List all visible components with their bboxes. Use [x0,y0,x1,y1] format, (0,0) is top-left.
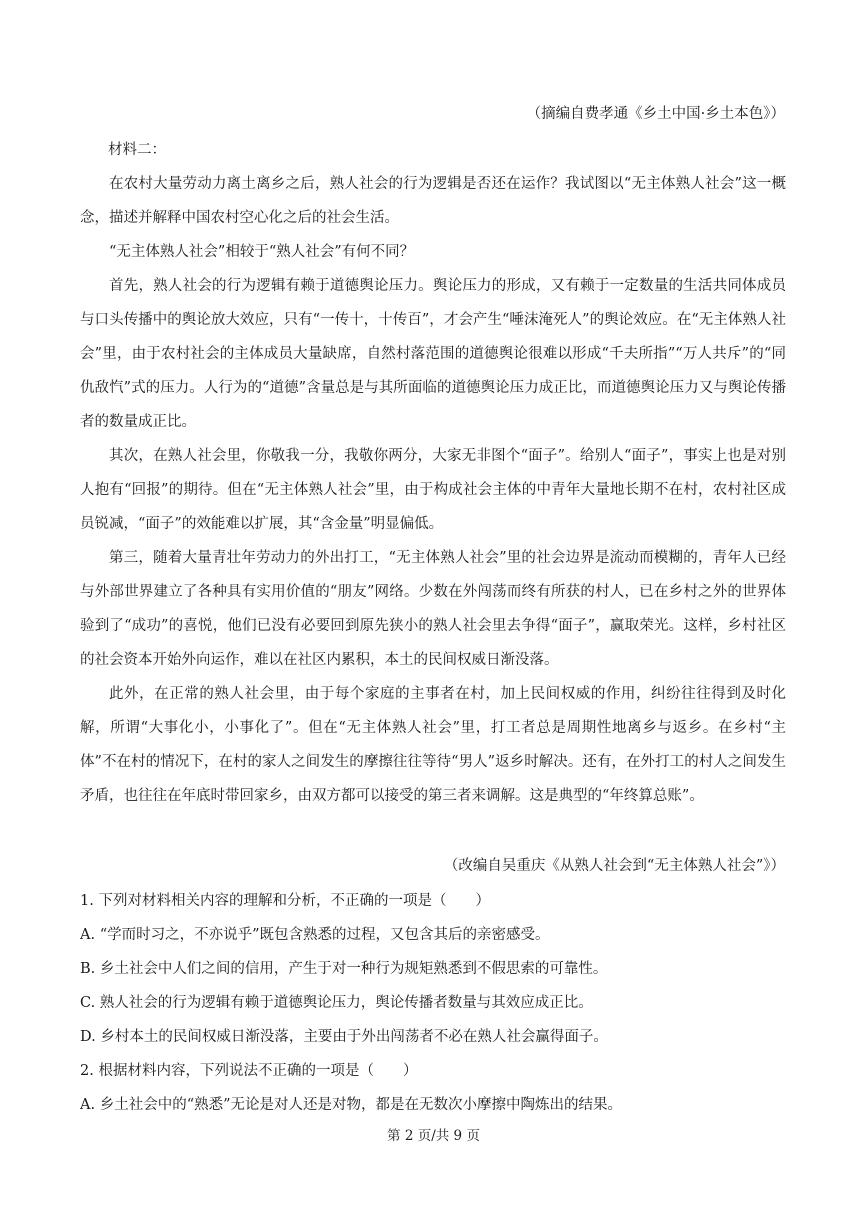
question-1-option-c: C. 熟人社会的行为逻辑有赖于道德舆论压力，舆论传播者数量与其效应成正比。 [80,995,593,1011]
question-1-option-a: A. “学而时习之，不亦说乎”既包含熟悉的过程，又包含其后的亲密感受。 [80,927,550,943]
paragraph-4: 其次，在熟人社会里，你敬我一分，我敬你两分，大家无非图个“面子”。给别人“面子”，事实上也是对别人抱有“回报”的期待。但在“无主体熟人社会”里，由于构成社会主体的中青年大量地长期不在村，农村社区成员锐减，“面子”的效能难以扩展，其“含金量”明显偏低。 [80,448,786,532]
question-1-stem: 1. 下列对材料相关内容的理解和分析，不正确的一项是（ ） [80,893,490,909]
paragraph-2: “无主体熟人社会”相较于“熟人社会”有何不同？ [109,244,415,260]
page-number-footer: 第 2 页/共 9 页 [387,1128,480,1144]
question-1-option-d: D. 乡村本土的民间权威日渐没落，主要由于外出闯荡者不必在熟人社会赢得面子。 [80,1029,608,1045]
paragraph-3: 首先，熟人社会的行为逻辑有赖于道德舆论压力。舆论压力的形成，又有赖于一定数量的生活共同体成员与口头传播中的舆论放大效应，只有“一传十，十传百”，才会产生“唾沫淹死人”的舆论效应。在“无主体熟人社会”里，由于农村社会的主体成员大量缺席，自然村落范围的道德舆论很难以形成“千夫所指”“万人共斥”的“同仇敌忾”式的压力。人行为的“道德”含量总是与其所面临的道德舆论压力成正比，而道德舆论压力又与舆论传播者的数量成正比。 [80,278,786,430]
source-citation-1: （摘编自费孝通《乡土中国·乡土本色》） [526,106,785,122]
material-2-label: 材料二： [108,142,166,158]
paragraph-6: 此外，在正常的熟人社会里，由于每个家庭的主事者在村，加上民间权威的作用，纠纷往往得到及时化解，所谓“大事化小，小事化了”。但在“无主体熟人社会”里，打工者总是周期性地离乡与返乡。在乡村“主体”不在村的情况下，在村的家人之间发生的摩擦往往等待“男人”返乡时解决。还有，在外打工的村人之间发生矛盾，也往往在年底时带回家乡，由双方都可以接受的第三者来调解。这是典型的“年终算总账”。 [80,686,786,804]
paragraph-1: 在农村大量劳动力离土离乡之后，熟人社会的行为逻辑是否还在运作？我试图以“无主体熟人社会”这一概念，描述并解释中国农村空心化之后的社会生活。 [80,176,786,226]
question-2-option-a: A. 乡土社会中的“熟悉”无论是对人还是对物，都是在无数次小摩擦中陶炼出的结果。 [80,1097,623,1113]
question-2-stem: 2. 根据材料内容，下列说法不正确的一项是（ ） [80,1063,418,1079]
paragraph-5: 第三，随着大量青壮年劳动力的外出打工，“无主体熟人社会”里的社会边界是流动而模糊的，青年人已经与外部世界建立了各种具有实用价值的“朋友”网络。少数在外闯荡而终有所获的村人，已在乡村之外的世界体验到了“成功”的喜悦，他们已没有必要回到原先狭小的熟人社会里去争得“面子”，赢取荣光。这样，乡村社区的社会资本开始外向运作，难以在社区内累积，本土的民间权威日渐没落。 [80,550,786,668]
question-1-option-b: B. 乡土社会中人们之间的信用，产生于对一种行为规矩熟悉到不假思索的可靠性。 [80,961,608,977]
source-citation-2: （改编自吴重庆《从熟人社会到“无主体熟人社会”》） [443,858,785,874]
